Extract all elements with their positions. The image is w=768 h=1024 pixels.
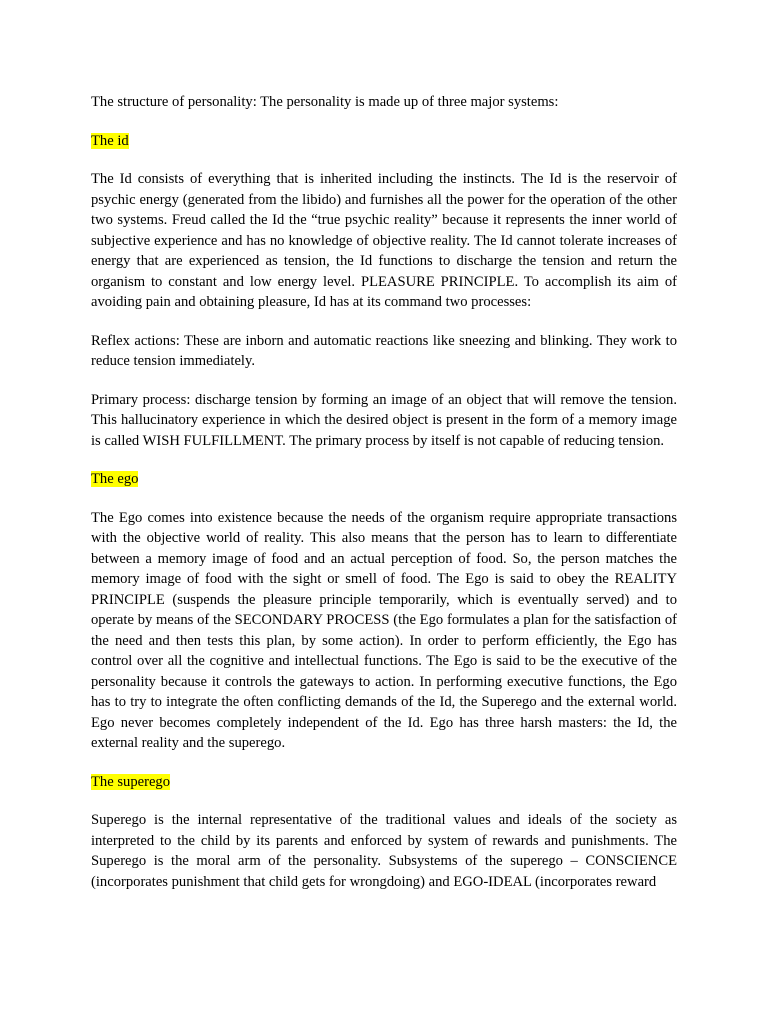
superego-paragraph: Superego is the internal representative of the traditional values and ideals of the society as interpreted to the child by its parents and enforced by system of rewards and punishments. The Superego is the moral arm of the personality. Subsystems of the superego – CONSCIENCE (incorporates punishment that child gets for wrongdoing) and EGO-IDEAL (incorporates reward: [91, 812, 677, 890]
intro-paragraph: The structure of personality: The personality is made up of three major systems:: [91, 94, 559, 110]
document-page: [91, 92, 677, 910]
primary-process-paragraph: Primary process: discharge tension by forming an image of an object that will remove the tension. This hallucinatory experience in which the desired object is present in the form of a memory image is called WISH FULFILLMENT. The primary process by itself is not capable of reducing tension.: [91, 391, 677, 449]
section-heading-id: [91, 131, 677, 152]
highlighted-heading-text: The id: [91, 132, 129, 149]
highlighted-heading-text: The ego: [91, 471, 139, 487]
highlighted-heading-text: The superego: [91, 773, 171, 790]
id-paragraph: The Id consists of everything that is inherited including the instincts. The Id is the reservoir of psychic energy (generated from the libido) and furnishes all the power for the operation of the other two systems. Freud called the Id the “true psychic reality” because it represents the inner world of subjective experience and has no knowledge of objective reality. The Id cannot tolerate increases of energy that are experienced as tension, the Id functions to discharge the tension and return the organism to constant and low energy level. PLEASURE PRINCIPLE. To accomplish its aim of avoiding pain and obtaining pleasure, Id has at its command two processes:: [91, 171, 677, 310]
section-heading-superego: [91, 772, 677, 793]
reflex-actions-paragraph: Reflex actions: These are inborn and automatic reactions like sneezing and blinking. They work to reduce tension immediately.: [91, 332, 677, 369]
ego-paragraph: The Ego comes into existence because the needs of the organism require appropriate transactions with the objective world of reality. This also means that the person has to learn to differentiate between a memory image of food and an actual perception of food. So, the person matches the memory image of food with the sight or smell of food. The Ego is said to obey the REALITY PRINCIPLE (suspends the pleasure principle temporarily, which is eventually served) and to operate by means of the SECONDARY PROCESS (the Ego formulates a plan for the satisfaction of the need and then tests this plan, by some action). In order to perform efficiently, the Ego has control over all the cognitive and intellectual functions. The Ego is said to be the executive of the personality because it controls the gateways to action. In performing executive functions, the Ego has to try to integrate the often conflicting demands of the Id, the Superego and the external world. Ego never becomes completely independent of the Id. Ego has three harsh masters: the Id, the external reality and the superego.: [91, 509, 677, 751]
section-heading-ego: [91, 469, 677, 490]
